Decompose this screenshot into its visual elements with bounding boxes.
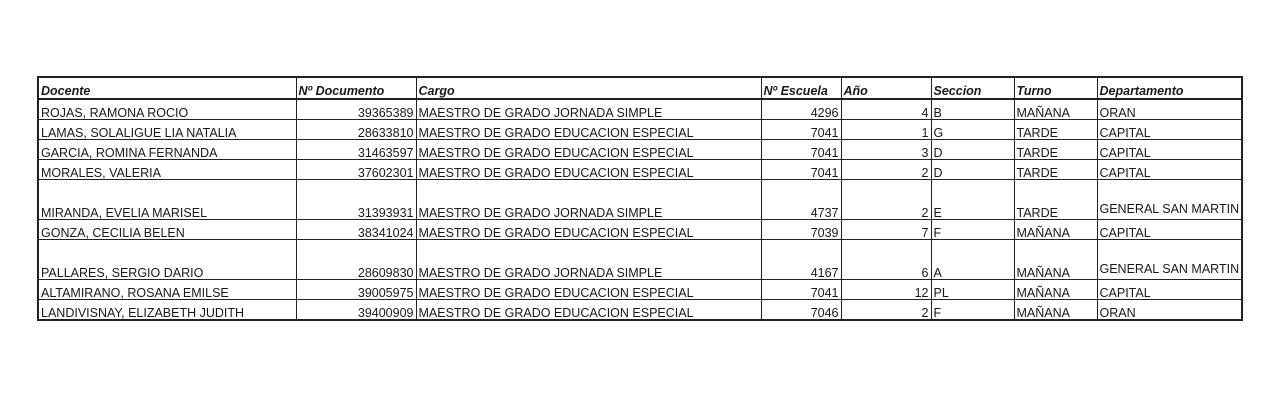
table-row	[38, 300, 1242, 321]
cell-anio: 6	[841, 240, 931, 280]
cell-documento: 38341024	[296, 220, 416, 240]
cell-docente: GONZA, CECILIA BELEN	[38, 220, 296, 240]
cell-anio: 2	[841, 300, 931, 321]
cell-anio: 2	[841, 160, 931, 180]
header-turno: Turno	[1014, 77, 1097, 99]
docentes-table	[37, 76, 1243, 321]
cell-turno: TARDE	[1014, 160, 1097, 180]
cell-departamento: CAPITAL	[1097, 220, 1242, 240]
cell-cargo: MAESTRO DE GRADO EDUCACION ESPECIAL	[416, 160, 761, 180]
table-row	[38, 280, 1242, 300]
cell-seccion: PL	[931, 280, 1014, 300]
cell-anio: 3	[841, 140, 931, 160]
cell-seccion: F	[931, 300, 1014, 321]
cell-docente: GARCIA, ROMINA FERNANDA	[38, 140, 296, 160]
table-row	[38, 99, 1242, 120]
table-header-row	[38, 77, 1242, 99]
table-row	[38, 240, 1242, 280]
cell-anio: 7	[841, 220, 931, 240]
header-anio: Año	[841, 77, 931, 99]
cell-turno: TARDE	[1014, 120, 1097, 140]
cell-documento: 31393931	[296, 180, 416, 220]
cell-turno: TARDE	[1014, 140, 1097, 160]
cell-departamento: ORAN	[1097, 300, 1242, 321]
cell-cargo: MAESTRO DE GRADO EDUCACION ESPECIAL	[416, 220, 761, 240]
cell-cargo: MAESTRO DE GRADO JORNADA SIMPLE	[416, 99, 761, 120]
cell-turno: MAÑANA	[1014, 240, 1097, 280]
table-row	[38, 120, 1242, 140]
cell-documento: 28609830	[296, 240, 416, 280]
table-row	[38, 160, 1242, 180]
cell-turno: MAÑANA	[1014, 280, 1097, 300]
cell-cargo: MAESTRO DE GRADO EDUCACION ESPECIAL	[416, 140, 761, 160]
cell-documento: 39005975	[296, 280, 416, 300]
cell-escuela: 7041	[761, 120, 841, 140]
document-sheet	[37, 76, 1243, 321]
cell-cargo: MAESTRO DE GRADO EDUCACION ESPECIAL	[416, 120, 761, 140]
table-row	[38, 140, 1242, 160]
cell-turno: TARDE	[1014, 180, 1097, 220]
cell-departamento: CAPITAL	[1097, 140, 1242, 160]
cell-seccion: A	[931, 240, 1014, 280]
cell-cargo: MAESTRO DE GRADO EDUCACION ESPECIAL	[416, 300, 761, 321]
cell-escuela: 4167	[761, 240, 841, 280]
cell-escuela: 7046	[761, 300, 841, 321]
cell-documento: 39400909	[296, 300, 416, 321]
cell-escuela: 7041	[761, 280, 841, 300]
cell-documento: 28633810	[296, 120, 416, 140]
cell-docente: ROJAS, RAMONA ROCIO	[38, 99, 296, 120]
cell-seccion: D	[931, 160, 1014, 180]
cell-documento: 31463597	[296, 140, 416, 160]
cell-seccion: G	[931, 120, 1014, 140]
cell-departamento: ORAN	[1097, 99, 1242, 120]
cell-seccion: F	[931, 220, 1014, 240]
table-row	[38, 180, 1242, 220]
cell-departamento: CAPITAL	[1097, 280, 1242, 300]
cell-docente: LANDIVISNAY, ELIZABETH JUDITH	[38, 300, 296, 321]
cell-turno: MAÑANA	[1014, 300, 1097, 321]
header-departamento: Departamento	[1097, 77, 1242, 99]
cell-escuela: 7039	[761, 220, 841, 240]
cell-docente: PALLARES, SERGIO DARIO	[38, 240, 296, 280]
header-escuela: Nº Escuela	[761, 77, 841, 99]
cell-anio: 12	[841, 280, 931, 300]
cell-escuela: 7041	[761, 160, 841, 180]
cell-anio: 1	[841, 120, 931, 140]
cell-documento: 37602301	[296, 160, 416, 180]
cell-cargo: MAESTRO DE GRADO JORNADA SIMPLE	[416, 180, 761, 220]
cell-escuela: 4737	[761, 180, 841, 220]
cell-seccion: E	[931, 180, 1014, 220]
cell-seccion: D	[931, 140, 1014, 160]
cell-docente: ALTAMIRANO, ROSANA EMILSE	[38, 280, 296, 300]
cell-departamento: CAPITAL	[1097, 160, 1242, 180]
cell-docente: MIRANDA, EVELIA MARISEL	[38, 180, 296, 220]
cell-escuela: 7041	[761, 140, 841, 160]
cell-turno: MAÑANA	[1014, 99, 1097, 120]
cell-documento: 39365389	[296, 99, 416, 120]
header-docente: Docente	[38, 77, 296, 99]
cell-turno: MAÑANA	[1014, 220, 1097, 240]
cell-departamento: GENERAL SAN MARTIN	[1097, 240, 1242, 280]
cell-anio: 2	[841, 180, 931, 220]
header-documento: Nº Documento	[296, 77, 416, 99]
table-row	[38, 220, 1242, 240]
cell-departamento: GENERAL SAN MARTIN	[1097, 180, 1242, 220]
cell-cargo: MAESTRO DE GRADO EDUCACION ESPECIAL	[416, 280, 761, 300]
cell-docente: LAMAS, SOLALIGUE LIA NATALIA	[38, 120, 296, 140]
cell-docente: MORALES, VALERIA	[38, 160, 296, 180]
cell-cargo: MAESTRO DE GRADO JORNADA SIMPLE	[416, 240, 761, 280]
cell-seccion: B	[931, 99, 1014, 120]
cell-anio: 4	[841, 99, 931, 120]
header-seccion: Seccion	[931, 77, 1014, 99]
header-cargo: Cargo	[416, 77, 761, 99]
cell-escuela: 4296	[761, 99, 841, 120]
cell-departamento: CAPITAL	[1097, 120, 1242, 140]
